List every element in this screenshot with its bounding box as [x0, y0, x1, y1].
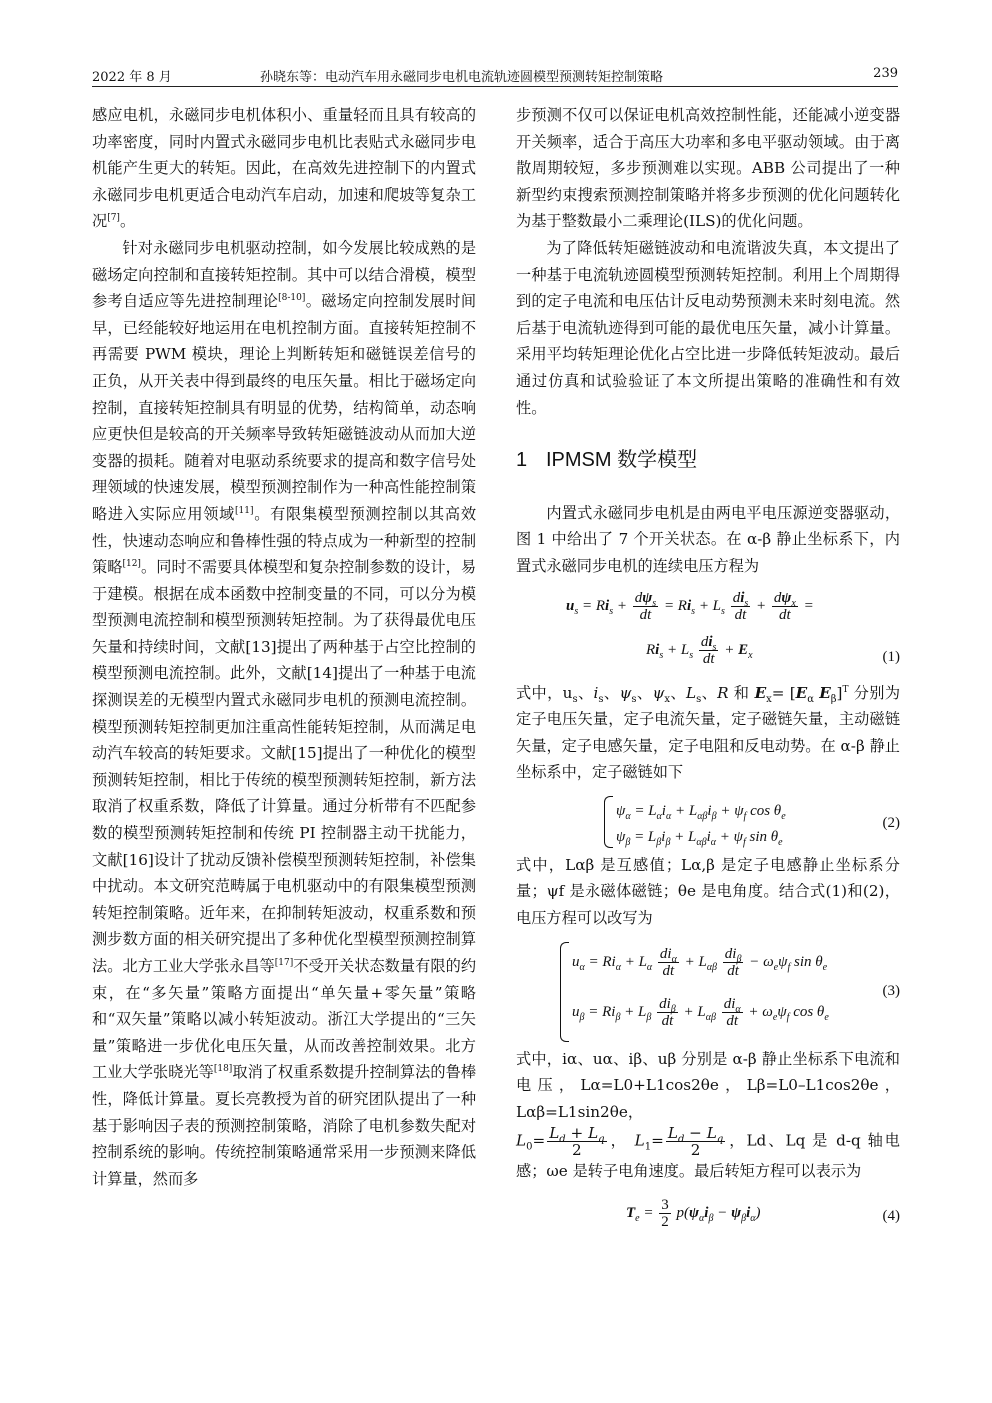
paragraph: 式中，iα、uα、iβ、uβ 分别是 α-β 静止坐标系下电流和电压，Lα=L0+L1cos2θe，Lβ=L0–L1cos2θe，Lαβ=L1sin2θe， $L_0=$ $\frac{L_d + L_q}{2}$ ， $L_1=$ $\frac{L_d - L_q}{2}$ ，Ld、Lq 是 d-q 轴电感；ωe 是转子电角速度。最后转矩方程可以表示为: [516, 1049, 900, 1181]
section-heading: 1 IPMSM 数学模型: [516, 449, 698, 472]
header-title: 孙晓东等：电动汽车用永磁同步电机电流轨迹圆模型预测转矩控制策略: [260, 70, 664, 85]
paragraph: 针对永磁同步电机驱动控制，如今发展比较成熟的是磁场定向控制和直接转矩控制。其中可以结合滑模，模型参考自适应等先进控制理论[8-10]。磁场定向控制发展时间早，已经能较好地运用在电机控制方面。直接转矩控制不再需要 PWM 模块，理论上判断转矩和磁链误差信号的正负，从开关表中得到最终的电压矢量。相比于磁场定向控制，直接转矩控制具有明显的优势，结构简单，动态响应更快但是较高的开关频率导致转矩磁链波动从而加大逆变器的损耗。随着对电驱动系统要求的提高和数字信号处理领域的快速发展，模型预测控制作为一种高性能控制策略进入实际应用领域[11]。有限集模型预测控制以其高效性，快速动态响应和鲁棒性强的特点成为一种新型的控制策略[12]。同时不需要具体模型和复杂控制参数的设计，易于建模。根据在成本函数中控制变量的不同，可以分为模型预测电流控制和模型预测转矩控制。为了获得最优电压矢量和持续时间，文献[13]提出了两种基于占空比控制的模型预测电流控制。此外，文献[14]提出了一种基于电流探测误差的无模型内置式永磁同步电机的预测电流控制。模型预测转矩控制更加注重高性能转矩控制，从而满足电动汽车较高的转矩要求。文献[15]提出了一种优化的模型预测转矩控制，相比于传统的模型预测转矩控制，新方法取消了权重系数，降低了计算量。通过分析带有不匹配参数的模型预测转矩控制和传统 PI 控制器主动干扰能力，文献[16]设计了扰动反馈补偿模型预测转矩控制，补偿集中扰动。本文研究范畴属于电机驱动中的有限集模型预测转矩控制策略。近年来，在抑制转矩波动，权重系数和预测步数方面的相关研究提出了多种优化型模型预测控制算法。北方工业大学张永昌等[17]不受开关状态数量有限的约束，在“多矢量”策略方面提出“单矢量+零矢量”策略和“双矢量”策略以减小转矩波动。浙江大学提出的“三矢量”策略进一步优化电压矢量，从而改善控制效果。北方工业大学张晓光等[18]取消了权重系数提升控制算法的鲁棒性，降低计算量。夏长亮教授为首的研究团队提出了一种基于影响因子表的预测控制策略，消除了电机参数失配对控制系统的影响。传统控制策略通常采用一步预测来降低计算量，然而多: [92, 238, 477, 1188]
header-date: 2022 年 8 月: [92, 70, 172, 85]
equation-4: $T_e$ = $\frac{3}{2}$ $p(\psi_\alpha i_\beta - \psi_\beta i_\alpha)$ (4): [626, 1197, 900, 1231]
paragraph: 式中，$u_s$、$i_s$、$\psi_s$、$\psi_x$、$L_s$、R 和 $E_x= [E_\alpha$ $E_\beta]^T$ 分别为定子电压矢量，定子电流矢量，定子磁链矢量，主动磁链矢量，定子电感矢量，定子电阻和反电动势。在 α-β 静止坐标系中，定子磁链如下: [516, 683, 901, 782]
left-column: [92, 102, 476, 1192]
paragraph: 式中，Lαβ 是互感值；Lα,β 是定子电感静止坐标系分量；ψf 是永磁体磁链；θe 是电角度。结合式(1)和(2)，电压方程可以改写为: [516, 855, 900, 928]
running-header: [92, 64, 898, 87]
equation-1: $u_s = Ri_s$ + $\frac{d\psi_s}{dt}$ = $Ri_s + L_s$ $\frac{di_s}{dt}$ + $\frac{d\psi_x}{dt}$ = $Ri_s + L_s$ $\frac{di_s}{dt}$ + $E_x$ (1): [566, 589, 900, 667]
paragraph: 为了降低转矩磁链波动和电流谐波失真，本文提出了一种基于电流轨迹圆模型预测转矩控制。利用上个周期得到的定子电流和电压估计反电动势预测未来时刻电流。然后基于电流轨迹得到可能的最优电压矢量，减小计算量。采用平均转矩理论优化占空比进一步降低转矩波动。最后通过仿真和试验验证了本文所提出策略的准确性和有效性。: [516, 238, 900, 417]
equation-3: $u_\alpha = Ri_\alpha + L_\alpha$ $\frac{di_\alpha}{dt}$ + $L_{\alpha\beta}$ $\frac{di_\beta}{dt}$ − $\omega_e\psi_f$ $\sin \theta_e$ $u_\beta = Ri_\beta + L_\beta$ $\frac{di_\beta}{dt}$ + $L_{\alpha\beta}$ $\frac{di_\alpha}{dt}$ + $\omega_e\psi_f$ $\cos \theta_e$ (3): [516, 938, 900, 1046]
page-number: 239: [873, 66, 898, 81]
right-column: [516, 102, 900, 1241]
equation-2: $\psi_\alpha = L_\alpha i_\alpha + L_{\alpha\beta}i_\beta + \psi_f$ $\cos \theta_e$ $\psi_\beta = L_\beta i_\beta + L_{\alpha\beta}i_\alpha + \psi_f$ $\sin \theta_e$ (2): [516, 792, 900, 852]
paragraph: 步预测不仅可以保证电机高效控制性能，还能减小逆变器开关频率，适合于高压大功率和多电平驱动领域。由于离散周期较短，多步预测难以实现。ABB 公司提出了一种新型约束搜索预测控制策略并将多步预测的优化问题转化为基于整数最小二乘理论(ILS)的优化问题。: [516, 106, 900, 231]
paragraph: 感应电机，永磁同步电机体积小、重量轻而且具有较高的功率密度，同时内置式永磁同步电机比表贴式永磁同步电机能产生更大的转矩。因此，在高效先进控制下的内置式永磁同步电机更适合电动汽车启动，加速和爬坡等复杂工况[7]。: [92, 106, 476, 231]
paragraph: 内置式永磁同步电机是由两电平电压源逆变器驱动，图 1 中给出了 7 个开关状态。在 α-β 静止坐标系下，内置式永磁同步电机的连续电压方程为: [516, 503, 900, 575]
